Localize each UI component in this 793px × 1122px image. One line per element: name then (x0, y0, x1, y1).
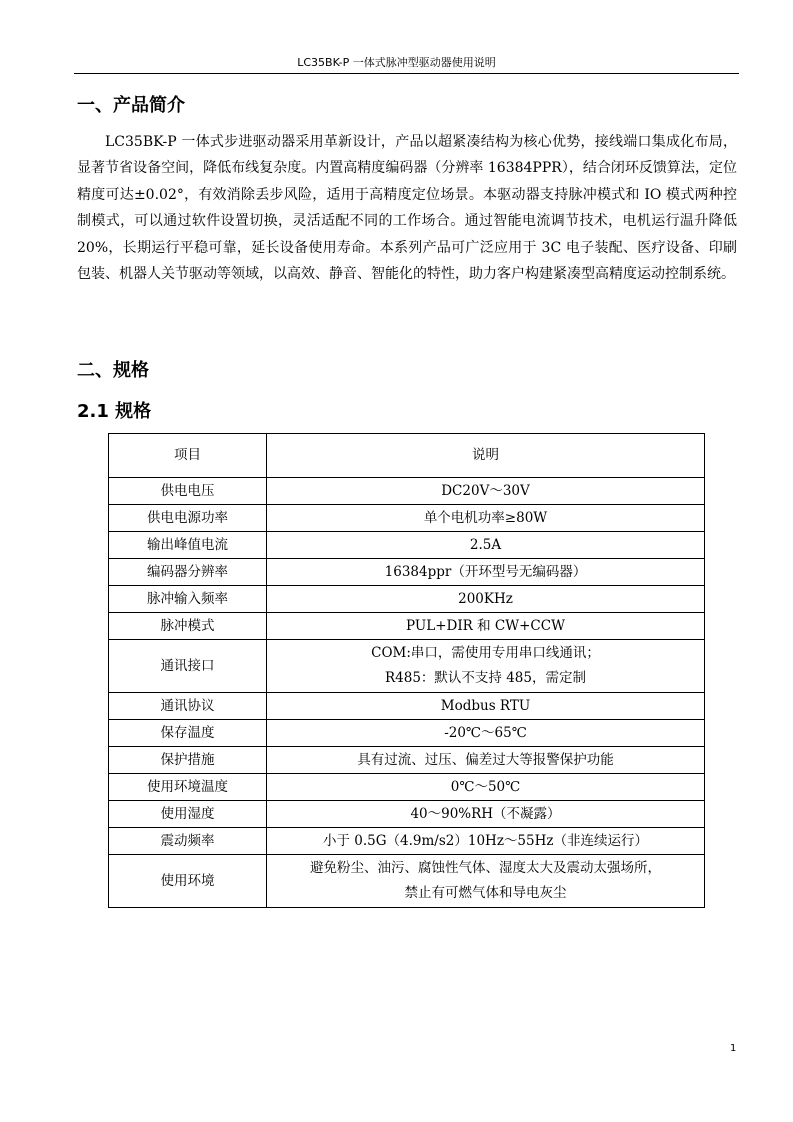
spec-desc-line: -20℃～65℃ (444, 724, 527, 741)
subsection-title-spec: 2.1 规格 (77, 401, 152, 422)
spec-item-cell: 编码器分辨率 (109, 559, 267, 586)
spec-item-cell: 供电电源功率 (109, 505, 267, 532)
spec-desc-cell (267, 828, 705, 855)
table-row (109, 478, 705, 505)
header-rule (74, 73, 739, 74)
spec-item-cell: 供电电压 (109, 478, 267, 505)
spec-item-cell: 保护措施 (109, 747, 267, 774)
table-header-row (109, 434, 705, 478)
spec-desc-line: 禁止有可燃气体和导电灰尘 (404, 885, 567, 901)
spec-item-cell: 通讯协议 (109, 693, 267, 720)
spec-desc-line: 小于 0.5G（4.9m/s2）10Hz～55Hz（非连续运行） (322, 832, 648, 849)
spec-desc-line: Modbus RTU (440, 697, 531, 714)
spec-desc-cell (267, 747, 705, 774)
table-row (109, 747, 705, 774)
section-title-spec: 二、规格 (77, 360, 149, 381)
spec-desc-cell (267, 532, 705, 559)
table-row (109, 801, 705, 828)
spec-desc-cell (267, 559, 705, 586)
spec-desc-cell (267, 613, 705, 640)
table-row (109, 532, 705, 559)
spec-desc-line: 避免粉尘、油污、腐蚀性气体、湿度太大及震动太强场所， (310, 860, 661, 876)
spec-item-cell: 使用环境 (109, 855, 267, 908)
spec-desc-cell (267, 720, 705, 747)
spec-desc-line: 单个电机功率≥80W (423, 509, 548, 526)
spec-item-cell: 脉冲模式 (109, 613, 267, 640)
table-row (109, 640, 705, 693)
table-row (109, 828, 705, 855)
section-title-intro: 一、产品简介 (77, 95, 185, 116)
spec-desc-cell (267, 478, 705, 505)
spec-desc-line: R485：默认不支持 485，需定制 (385, 670, 586, 686)
spec-table (108, 433, 705, 908)
spec-item-cell: 保存温度 (109, 720, 267, 747)
spec-desc-line: 16384ppr（开环型号无编码器） (384, 563, 587, 580)
spec-item-cell: 脉冲输入频率 (109, 586, 267, 613)
header-desc: 说明 (267, 434, 705, 478)
spec-item-cell: 使用湿度 (109, 801, 267, 828)
spec-desc-cell (267, 693, 705, 720)
spec-desc-line: COM:串口，需使用专用串口线通讯； (371, 645, 600, 661)
spec-desc-cell (267, 640, 705, 693)
spec-desc-cell (267, 801, 705, 828)
spec-desc-line: 0℃～50℃ (450, 778, 521, 795)
spec-item-cell: 输出峰值电流 (109, 532, 267, 559)
spec-desc-line: 具有过流、过压、偏差过大等报警保护功能 (357, 751, 614, 768)
spec-desc-cell (267, 774, 705, 801)
table-row (109, 774, 705, 801)
spec-desc-line: 200KHz (458, 590, 513, 607)
spec-desc-cell (267, 855, 705, 908)
intro-paragraph: LC35BK-P 一体式步进驱动器采用革新设计，产品以超紧凑结构为核心优势，接线端口集成化布局，显著节省设备空间，降低布线复杂度。内置高精度编码器（分辨率 16384PPR），结合闭环反馈算法，定位精度可达±0.02°，有效消除丢步风险，适用于高精度定位场景。本驱动器支持脉冲模式和 IO 模式两种控制模式，可以通过软件设置切换，灵活适配不同的工作场合。通过智能电流调节技术，电机运行温升降低 20%，长期运行平稳可靠，延长设备使用寿命。本系列产品可广泛应用于 3C 电子装配、医疗设备、印刷包装、机器人关节驱动等领域，以高效、静音、智能化的特性，助力客户构建紧凑型高精度运动控制系统。 (77, 134, 737, 283)
table-row (109, 693, 705, 720)
spec-desc-line: 40～90%RH（不凝露） (410, 805, 561, 822)
page-number: 1 (730, 1043, 737, 1054)
table-row (109, 505, 705, 532)
table-row (109, 586, 705, 613)
page-header: LC35BK-P 一体式脉冲型驱动器使用说明 (297, 56, 496, 69)
spec-item-cell: 震动频率 (109, 828, 267, 855)
table-row (109, 720, 705, 747)
spec-item-cell: 使用环境温度 (109, 774, 267, 801)
spec-desc-line: DC20V～30V (441, 482, 530, 499)
spec-item-cell: 通讯接口 (109, 640, 267, 693)
table-row (109, 855, 705, 908)
table-row (109, 559, 705, 586)
spec-desc-line: 2.5A (469, 536, 502, 553)
spec-desc-cell (267, 505, 705, 532)
table-row (109, 613, 705, 640)
spec-desc-cell (267, 586, 705, 613)
header-item: 项目 (109, 434, 267, 478)
spec-desc-line: PUL+DIR 和 CW+CCW (406, 617, 565, 634)
